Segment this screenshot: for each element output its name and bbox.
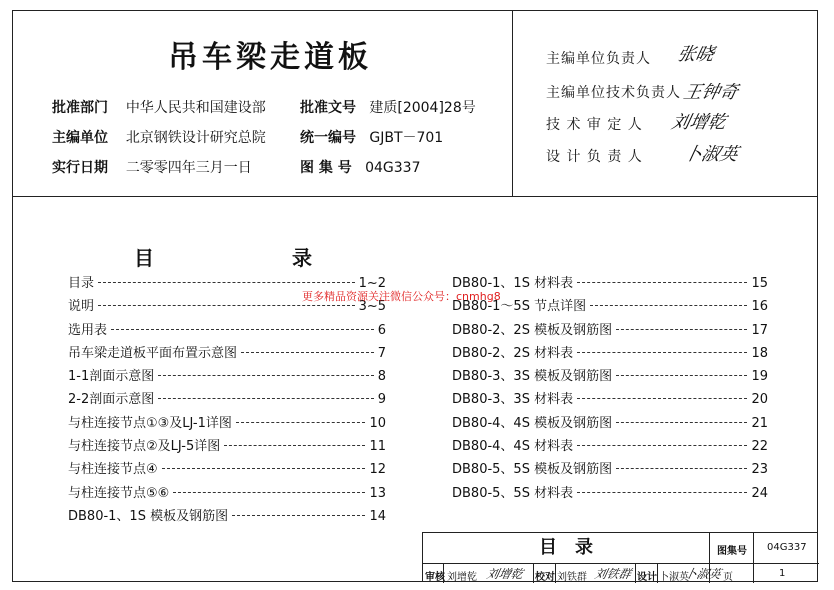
toc-entry-page: 8	[377, 369, 386, 385]
toc-entry-page: 24	[751, 485, 768, 501]
handwritten-signature: 卜淑英	[681, 144, 740, 165]
toc-entry-page: 23	[751, 462, 768, 478]
toc-leader	[111, 329, 374, 330]
toc-title-left: 目	[134, 246, 154, 270]
checker-signature: 刘铁群	[593, 567, 633, 581]
toc-entry-label: DB80-1～5S 节点详图	[452, 299, 587, 315]
toc-leader	[224, 445, 365, 446]
toc-entry	[68, 435, 386, 458]
toc-entry-label: DB80-3、3S 材料表	[452, 392, 574, 408]
toc-entry-label: DB80-3、3S 模板及钢筋图	[452, 369, 613, 385]
approval-doc-label: 批准文号	[300, 100, 356, 116]
editor-unit	[52, 127, 266, 147]
toc-entry-page: 9	[377, 392, 386, 408]
toc-leader	[590, 305, 747, 306]
design-label: 设计	[637, 572, 657, 583]
toc-entry-label: 选用表	[68, 322, 108, 338]
approving-dept-label: 批准部门	[52, 100, 108, 116]
signature-role: 技 术 审 定 人	[546, 117, 643, 133]
approving-dept	[52, 97, 266, 117]
designer-name: 卜淑英	[659, 572, 689, 583]
atlas-no-value: 04G337	[365, 160, 421, 176]
toc-title-right: 录	[292, 246, 312, 270]
toc-entry-page: 1~2	[358, 276, 386, 291]
toc-entry	[452, 365, 768, 388]
toc-entry-page: 11	[369, 439, 386, 455]
approving-dept-value: 中华人民共和国建设部	[125, 100, 266, 116]
atlas-no-label-cell: 图集号	[717, 546, 747, 557]
unified-no-value: GJBT－701	[369, 130, 444, 146]
toc-entry-page: 7	[377, 345, 386, 361]
header-divider	[12, 196, 818, 197]
checker-name: 刘铁群	[557, 572, 587, 583]
reviewer-signature: 刘增乾	[485, 567, 525, 581]
signature-row	[546, 48, 651, 68]
editor-unit-value: 北京钢铁设计研究总院	[125, 130, 266, 146]
toc-entry-page: 18	[751, 345, 768, 361]
toc-entry	[68, 482, 386, 505]
title-block	[422, 532, 818, 582]
signature-role: 主编单位技术负责人	[546, 85, 681, 101]
toc-entry	[68, 342, 386, 365]
toc-leader	[577, 282, 747, 283]
toc-entry-label: 与柱连接节点②及LJ-5详图	[68, 439, 221, 455]
toc-entry-label: 说明	[68, 299, 95, 315]
toc-leader	[232, 515, 365, 516]
signature-row	[546, 146, 643, 166]
toc-entry-label: 目录	[68, 276, 95, 291]
toc-entry	[68, 505, 386, 528]
toc-entry-page: 12	[369, 462, 386, 478]
toc-entry-label: DB80-1、1S 材料表	[452, 276, 574, 291]
designer-signature: 卜淑英	[683, 567, 723, 581]
toc-right-column	[452, 272, 768, 505]
handwritten-signature: 张晓	[675, 44, 716, 65]
toc-leader	[98, 282, 355, 283]
page-number: 1	[779, 568, 786, 579]
toc-entry-label: 与柱连接节点⑤⑥	[68, 485, 170, 501]
toc-entry-page: 3~5	[358, 299, 386, 315]
title-block-divider	[533, 563, 534, 583]
title-block-divider	[423, 563, 819, 564]
toc-leader	[241, 352, 374, 353]
title-block-title: 目 录	[539, 537, 593, 558]
signature-row	[546, 82, 681, 102]
title-block-divider	[443, 563, 444, 583]
toc-leader	[616, 468, 747, 469]
atlas-no	[300, 157, 421, 177]
toc-entry-label: DB80-4、4S 模板及钢筋图	[452, 415, 613, 431]
toc-entry-page: 19	[751, 369, 768, 385]
signature-role: 设 计 负 责 人	[546, 149, 643, 165]
effective-date-label: 实行日期	[52, 160, 108, 176]
handwritten-signature: 刘增乾	[669, 112, 728, 133]
title-block-divider	[657, 563, 658, 583]
toc-entry	[452, 482, 768, 505]
toc-entry-label: DB80-5、5S 模板及钢筋图	[452, 462, 613, 478]
toc-leader	[577, 445, 747, 446]
toc-entry-page: 20	[751, 392, 768, 408]
reviewer-name: 刘增乾	[447, 572, 477, 583]
signature-row	[546, 114, 643, 134]
editor-unit-label: 主编单位	[52, 130, 108, 146]
toc-entry-page: 14	[369, 508, 386, 524]
toc-entry	[452, 319, 768, 342]
toc-entry-label: 吊车梁走道板平面布置示意图	[68, 345, 238, 361]
toc-leader	[173, 492, 365, 493]
atlas-no-cell: 04G337	[767, 542, 807, 553]
toc-entry-page: 16	[751, 299, 768, 315]
toc-leader	[616, 422, 747, 423]
toc-left-column	[68, 272, 386, 528]
toc-entry-page: 10	[369, 415, 386, 431]
toc-leader	[158, 398, 373, 399]
signature-role: 主编单位负责人	[546, 51, 651, 67]
toc-entry-label: 1-1剖面示意图	[68, 369, 155, 385]
review-label: 审核	[425, 572, 445, 583]
toc-entry-page: 15	[751, 276, 768, 291]
toc-entry	[452, 388, 768, 411]
toc-leader	[98, 305, 355, 306]
title-block-divider	[555, 563, 556, 583]
handwritten-signature: 王钟奇	[681, 82, 740, 103]
toc-leader	[162, 468, 366, 469]
toc-leader	[577, 352, 747, 353]
toc-entry	[68, 319, 386, 342]
atlas-title: 吊车梁走道板	[168, 40, 372, 75]
toc-entry-label: DB80-2、2S 模板及钢筋图	[452, 322, 613, 338]
effective-date	[52, 157, 252, 177]
toc-entry	[68, 412, 386, 435]
toc-entry	[452, 458, 768, 481]
approval-doc-value: 建质[2004]28号	[369, 100, 476, 116]
watermark-text: 更多精品资源关注微信公众号：cnmhg8	[302, 290, 501, 303]
toc-entry	[452, 342, 768, 365]
title-block-divider	[635, 563, 636, 583]
effective-date-value: 二零零四年三月一日	[125, 160, 252, 176]
atlas-no-label: 图 集 号	[300, 160, 352, 176]
toc-entry-label: DB80-5、5S 材料表	[452, 485, 574, 501]
toc-leader	[577, 398, 747, 399]
toc-entry-page: 21	[751, 415, 768, 431]
toc-leader	[616, 329, 747, 330]
header-vertical-divider	[512, 10, 513, 197]
toc-entry	[452, 435, 768, 458]
toc-leader	[236, 422, 366, 423]
unified-no	[300, 127, 443, 147]
toc-entry	[68, 458, 386, 481]
toc-entry-page: 6	[377, 322, 386, 338]
toc-leader	[158, 375, 373, 376]
toc-entry	[68, 365, 386, 388]
title-block-divider	[753, 533, 754, 583]
toc-leader	[616, 375, 747, 376]
toc-entry-label: 与柱连接节点①③及LJ-1详图	[68, 415, 232, 431]
toc-entry-label: DB80-2、2S 材料表	[452, 345, 574, 361]
toc-entry-label: 2-2剖面示意图	[68, 392, 155, 408]
toc-entry	[68, 388, 386, 411]
toc-entry-page: 17	[751, 322, 768, 338]
toc-entry-page: 13	[369, 485, 386, 501]
toc-entry-label: DB80-1、1S 模板及钢筋图	[68, 508, 229, 524]
toc-entry-label: DB80-4、4S 材料表	[452, 439, 574, 455]
toc-leader	[577, 492, 747, 493]
unified-no-label: 统一编号	[300, 130, 356, 146]
approval-doc	[300, 97, 476, 117]
toc-entry-page: 22	[751, 439, 768, 455]
toc-entry-label: 与柱连接节点④	[68, 462, 158, 478]
toc-entry	[452, 412, 768, 435]
page-label: 页	[723, 572, 733, 583]
check-label: 校对	[535, 572, 555, 583]
